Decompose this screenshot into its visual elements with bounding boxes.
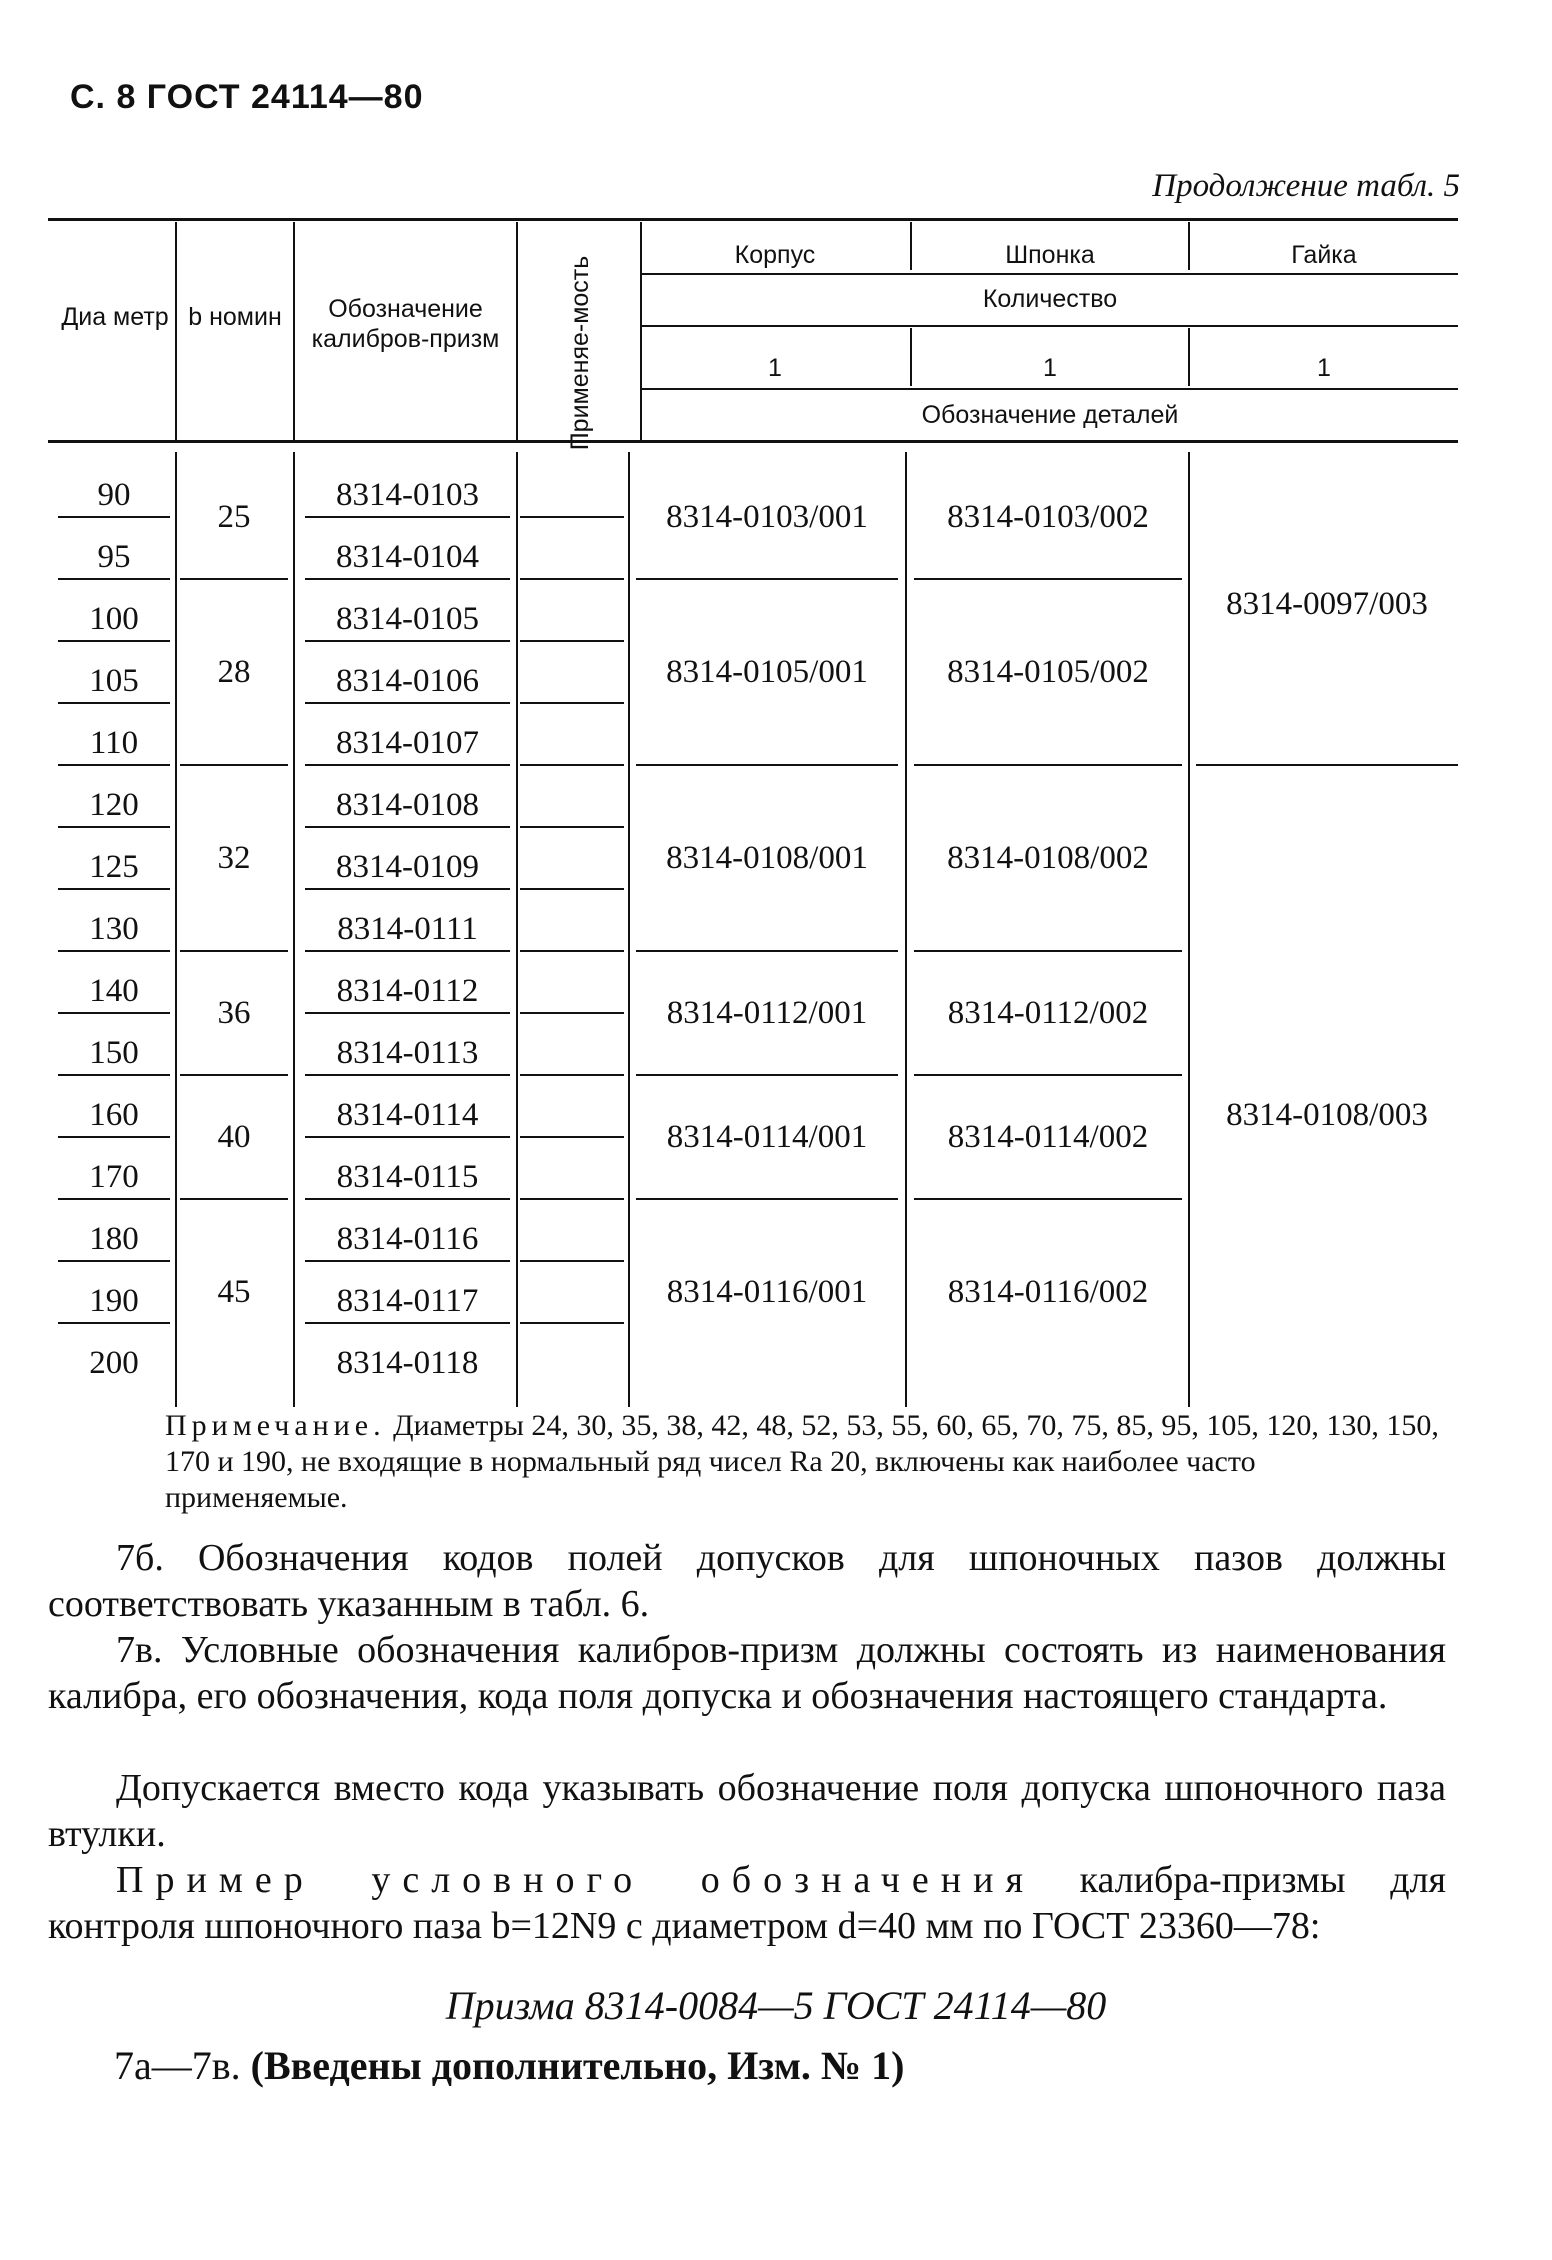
group-rule (180, 764, 288, 766)
cell-designation: 8314-0106 (336, 663, 479, 699)
header-qty-shponka: 1 (1043, 354, 1057, 382)
group-rule (180, 1198, 288, 1200)
cell-gaika: 8314-0108/003 (1226, 1097, 1428, 1133)
note-text: Диаметры 24, 30, 35, 38, 42, 48, 52, 53, 55, 60, 65, 70, 75, 85, 95, 105, 120, 130, 150, 170 и 190, не входящие в нормальный ряд чисел Ra 20, включены как наиболее часто применяемые. (165, 1409, 1439, 1514)
row-rule (305, 1260, 510, 1262)
page-header: С. 8 ГОСТ 24114—80 (70, 78, 424, 116)
header-divider (910, 328, 912, 386)
row-rule (58, 1198, 170, 1200)
cell-korpus: 8314-0103/001 (666, 499, 868, 535)
cell-korpus: 8314-0112/001 (666, 995, 868, 1031)
row-rule (520, 578, 624, 580)
cell-designation: 8314-0111 (337, 911, 478, 947)
cell-designation: 8314-0113 (336, 1035, 479, 1071)
header-b-nominal: b номин (188, 303, 282, 331)
cell-b-nominal: 36 (217, 995, 251, 1031)
group-rule (914, 950, 1182, 952)
row-rule (520, 1136, 624, 1138)
cell-designation: 8314-0112 (336, 973, 479, 1009)
row-rule (520, 1260, 624, 1262)
header-divider (1188, 222, 1190, 270)
header-korpus: Корпус (734, 241, 816, 269)
cell-diameter: 105 (89, 663, 139, 699)
row-rule (305, 826, 510, 828)
row-rule (305, 1322, 510, 1324)
cell-shponka: 8314-0116/002 (947, 1274, 1149, 1310)
header-shponka: Шпонка (1005, 241, 1095, 269)
row-rule (520, 516, 624, 518)
amendment-prefix: 7а—7в. (114, 2043, 241, 2088)
header-divider (1188, 328, 1190, 386)
header-divider (640, 222, 642, 440)
cell-diameter: 100 (89, 601, 139, 637)
group-rule (636, 1074, 898, 1076)
cell-designation: 8314-0117 (336, 1283, 479, 1319)
row-rule (305, 950, 510, 952)
cell-diameter: 160 (89, 1097, 139, 1133)
cell-korpus: 8314-0105/001 (666, 654, 868, 690)
body-divider (293, 452, 295, 1407)
cell-diameter: 180 (89, 1221, 139, 1257)
cell-korpus: 8314-0114/001 (666, 1119, 868, 1155)
row-rule (58, 888, 170, 890)
row-rule (520, 1074, 624, 1076)
cell-gaika: 8314-0097/003 (1226, 586, 1428, 622)
paragraph-7v: 7в. Условные обозначения калибров-призм должны состоять из наименования калибра, его обозначения, кода поля допуска и обозначения настоящего стандарта. (48, 1629, 1446, 1717)
cell-designation: 8314-0115 (336, 1159, 479, 1195)
example-word: Пример условного обозначения (116, 1859, 1035, 1901)
header-diameter: Диа метр (61, 303, 169, 331)
row-rule (305, 888, 510, 890)
row-rule (305, 1074, 510, 1076)
group-rule (636, 578, 898, 580)
cell-b-nominal: 28 (217, 654, 251, 690)
group-rule (180, 1074, 288, 1076)
cell-shponka: 8314-0108/002 (947, 840, 1149, 876)
body-divider (1188, 452, 1190, 1407)
group-rule (914, 764, 1182, 766)
cell-shponka: 8314-0105/002 (947, 654, 1149, 690)
header-applicability: Применяе-мость (566, 255, 594, 451)
row-rule (520, 826, 624, 828)
header-quantity: Количество (982, 285, 1118, 313)
cell-diameter: 190 (89, 1283, 139, 1319)
row-rule (305, 1198, 510, 1200)
cell-designation: 8314-0104 (336, 539, 479, 575)
cell-diameter: 120 (89, 787, 139, 823)
header-divider (175, 222, 177, 440)
cell-designation: 8314-0108 (336, 787, 479, 823)
cell-b-nominal: 25 (217, 499, 251, 535)
row-rule (305, 516, 510, 518)
body-divider (175, 452, 177, 1407)
group-rule (1196, 764, 1458, 766)
cell-b-nominal: 32 (217, 840, 251, 876)
group-rule (914, 578, 1182, 580)
row-rule (58, 516, 170, 518)
header-rule (640, 325, 1458, 327)
header-qty-gaika: 1 (1317, 354, 1331, 382)
group-rule (914, 1198, 1182, 1200)
cell-b-nominal: 40 (217, 1119, 251, 1155)
cell-shponka: 8314-0103/002 (947, 499, 1149, 535)
row-rule (520, 1198, 624, 1200)
table-continuation-label: Продолжение табл. 5 (1152, 168, 1460, 204)
body-divider (905, 452, 907, 1407)
cell-designation: 8314-0118 (336, 1345, 479, 1381)
row-rule (58, 764, 170, 766)
row-rule (58, 578, 170, 580)
row-rule (305, 578, 510, 580)
cell-designation: 8314-0107 (336, 725, 479, 761)
header-rule (640, 273, 1458, 275)
row-rule (520, 1012, 624, 1014)
body-divider (628, 452, 630, 1407)
row-rule (58, 702, 170, 704)
cell-diameter: 200 (89, 1345, 139, 1381)
body-divider (516, 452, 518, 1407)
row-rule (58, 1260, 170, 1262)
header-rule (640, 388, 1458, 390)
cell-designation: 8314-0109 (336, 849, 479, 885)
row-rule (520, 702, 624, 704)
group-rule (914, 1074, 1182, 1076)
row-rule (58, 826, 170, 828)
row-rule (520, 888, 624, 890)
row-rule (58, 1136, 170, 1138)
cell-diameter: 170 (89, 1159, 139, 1195)
group-rule (180, 578, 288, 580)
row-rule (520, 764, 624, 766)
group-rule (636, 950, 898, 952)
example-rest: калибра-призмы для контроля шпоночного паза b=12N9 с диаметром d=40 мм по ГОСТ 23360—78: (48, 1859, 1446, 1947)
header-divider (293, 222, 295, 440)
note-label: Примечание. (165, 1409, 386, 1442)
cell-shponka: 8314-0112/002 (947, 995, 1149, 1031)
table-top-rule (48, 218, 1458, 221)
row-rule (305, 640, 510, 642)
cell-designation: 8314-0105 (336, 601, 479, 637)
row-rule (520, 1322, 624, 1324)
paragraph-example (48, 1857, 1446, 1949)
header-divider (910, 222, 912, 270)
row-rule (305, 1136, 510, 1138)
designation-example: Призма 8314-0084—5 ГОСТ 24114—80 (445, 1983, 1107, 2028)
row-rule (58, 640, 170, 642)
table-note (165, 1408, 1445, 1516)
cell-diameter: 90 (97, 477, 131, 513)
row-rule (305, 702, 510, 704)
group-rule (180, 950, 288, 952)
cell-korpus: 8314-0116/001 (666, 1274, 868, 1310)
group-rule (636, 1198, 898, 1200)
header-qty-korpus: 1 (768, 354, 782, 382)
header-gaika: Гайка (1291, 241, 1357, 269)
cell-b-nominal: 45 (217, 1274, 251, 1310)
header-divider (516, 222, 518, 440)
cell-diameter: 125 (89, 849, 139, 885)
cell-shponka: 8314-0114/002 (947, 1119, 1149, 1155)
cell-diameter: 130 (89, 911, 139, 947)
group-rule (636, 764, 898, 766)
row-rule (305, 1012, 510, 1014)
row-rule (58, 1012, 170, 1014)
amendment-line (114, 2042, 904, 2089)
cell-diameter: 110 (89, 725, 139, 761)
row-rule (58, 1322, 170, 1324)
header-parts-designation: Обозначение деталей (921, 401, 1179, 429)
cell-designation: 8314-0116 (336, 1221, 479, 1257)
cell-diameter: 95 (97, 539, 131, 575)
paragraph-7b: 7б. Обозначения кодов полей допусков для шпоночных пазов должны соответствовать указанным в табл. 6. (48, 1537, 1446, 1625)
row-rule (58, 950, 170, 952)
cell-korpus: 8314-0108/001 (666, 840, 868, 876)
cell-diameter: 140 (89, 973, 139, 1009)
paragraph-allowed: Допускается вместо кода указывать обозначение поля допуска шпоночного паза втулки. (48, 1767, 1446, 1855)
row-rule (305, 764, 510, 766)
row-rule (58, 1074, 170, 1076)
header-bottom-rule (48, 440, 1458, 443)
row-rule (520, 640, 624, 642)
cell-designation: 8314-0103 (336, 477, 479, 513)
cell-diameter: 150 (89, 1035, 139, 1071)
header-designation: Обозначение калибров-призм (311, 295, 500, 353)
amendment-text: (Введены дополнительно, Изм. № 1) (250, 2043, 905, 2088)
cell-designation: 8314-0114 (336, 1097, 479, 1133)
row-rule (520, 950, 624, 952)
